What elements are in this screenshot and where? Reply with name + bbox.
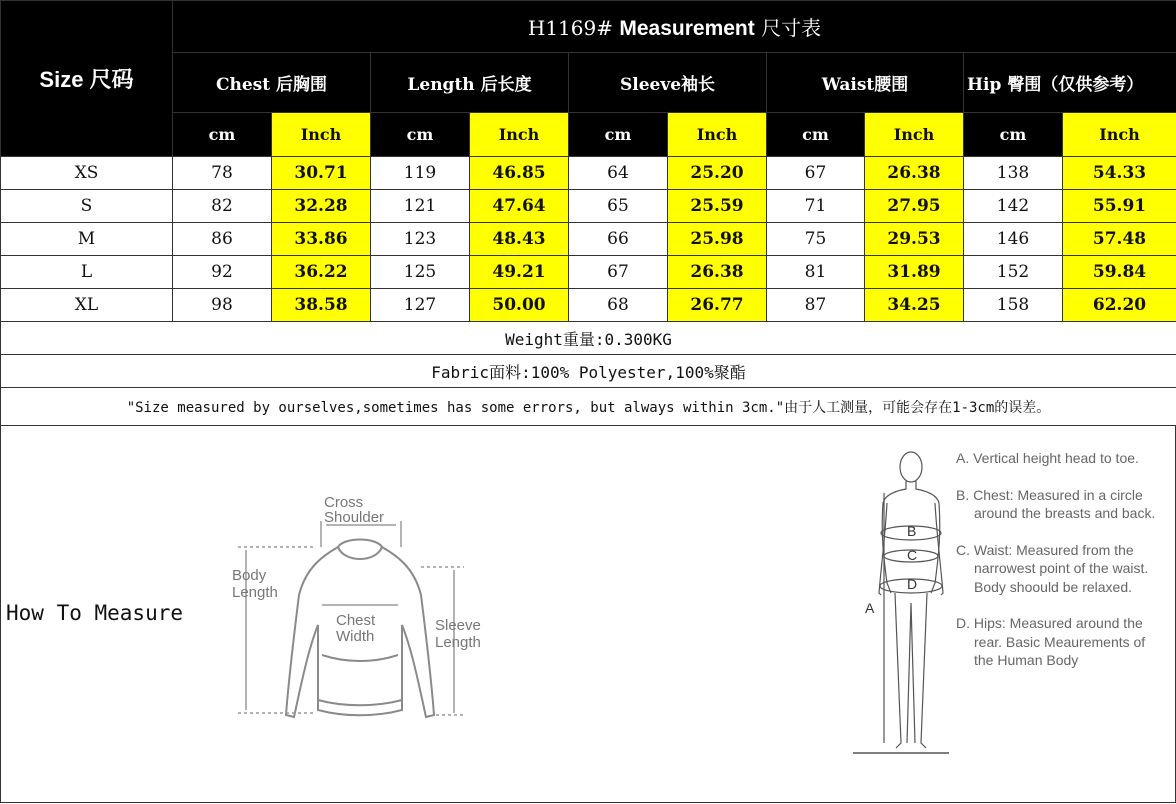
inch-cell: 25.20 bbox=[668, 157, 767, 190]
inch-cell: 54.33 bbox=[1063, 157, 1176, 190]
table-row bbox=[1, 223, 1176, 256]
inch-cell: 29.53 bbox=[865, 223, 964, 256]
cm-cell: 82 bbox=[173, 190, 272, 223]
table-row bbox=[1, 157, 1176, 190]
unit-inch: Inch bbox=[668, 113, 767, 157]
cm-cell: 78 bbox=[173, 157, 272, 190]
size-cell: XS bbox=[1, 157, 173, 190]
size-cell: L bbox=[1, 256, 173, 289]
inch-cell: 25.59 bbox=[668, 190, 767, 223]
unit-inch: Inch bbox=[272, 113, 371, 157]
table-row bbox=[1, 190, 1176, 223]
group-sleeve: Sleeve袖长 bbox=[569, 53, 767, 113]
inch-cell: 47.64 bbox=[470, 190, 569, 223]
title-word: Measurement bbox=[619, 17, 755, 40]
chart-title bbox=[173, 1, 1176, 53]
label-shoulder: Shoulder bbox=[324, 509, 385, 526]
inch-cell: 62.20 bbox=[1063, 289, 1176, 322]
inch-cell: 30.71 bbox=[272, 157, 371, 190]
group-waist: Waist腰围 bbox=[767, 53, 964, 113]
cm-cell: 158 bbox=[964, 289, 1063, 322]
cm-cell: 138 bbox=[964, 157, 1063, 190]
size-header: Size 尺码 bbox=[1, 1, 173, 157]
inch-cell: 33.86 bbox=[272, 223, 371, 256]
inch-cell: 38.58 bbox=[272, 289, 371, 322]
group-length: Length 后长度 bbox=[371, 53, 569, 113]
cm-cell: 87 bbox=[767, 289, 865, 322]
garment-diagram bbox=[226, 485, 496, 745]
size-cell: XL bbox=[1, 289, 173, 322]
cm-cell: 86 bbox=[173, 223, 272, 256]
inch-cell: 55.91 bbox=[1063, 190, 1176, 223]
inch-cell: 34.25 bbox=[865, 289, 964, 322]
inch-cell: 59.84 bbox=[1063, 256, 1176, 289]
body-legend bbox=[956, 449, 1156, 688]
inch-cell: 46.85 bbox=[470, 157, 569, 190]
cm-cell: 121 bbox=[371, 190, 470, 223]
legend-item-c: C. Waist: Measured from the narrowest point of the waist. Body shoould be relaxed. bbox=[956, 541, 1149, 595]
unit-cm: cm bbox=[173, 113, 272, 157]
unit-inch: Inch bbox=[865, 113, 964, 157]
title-cn: 尺寸表 bbox=[761, 16, 822, 40]
unit-inch: Inch bbox=[1063, 113, 1176, 157]
label-sleeve-length: Length bbox=[435, 634, 481, 651]
inch-cell: 26.38 bbox=[668, 256, 767, 289]
table-row bbox=[1, 256, 1176, 289]
body-diagram bbox=[851, 443, 951, 773]
inch-cell: 49.21 bbox=[470, 256, 569, 289]
cm-cell: 64 bbox=[569, 157, 668, 190]
inch-cell: 57.48 bbox=[1063, 223, 1176, 256]
cm-cell: 67 bbox=[569, 256, 668, 289]
legend-item-d: D. Hips: Measured around the rear. Basic Meaurements of the Human Body bbox=[956, 615, 1146, 668]
label-body-length: Length bbox=[232, 584, 278, 601]
cm-cell: 125 bbox=[371, 256, 470, 289]
unit-cm: cm bbox=[371, 113, 470, 157]
label-body: Body bbox=[232, 567, 267, 584]
cm-cell: 71 bbox=[767, 190, 865, 223]
letter-b: B bbox=[907, 523, 917, 539]
unit-cm: cm bbox=[767, 113, 865, 157]
title-code: H1169# bbox=[527, 16, 613, 40]
table-row bbox=[1, 289, 1176, 322]
cm-cell: 81 bbox=[767, 256, 865, 289]
label-cross: Cross bbox=[324, 494, 364, 511]
inch-cell: 36.22 bbox=[272, 256, 371, 289]
unit-cm: cm bbox=[964, 113, 1063, 157]
cm-cell: 152 bbox=[964, 256, 1063, 289]
group-chest: Chest 后胸围 bbox=[173, 53, 371, 113]
cm-cell: 92 bbox=[173, 256, 272, 289]
weight-info: Weight重量:0.300KG bbox=[1, 322, 1176, 355]
size-cell: S bbox=[1, 190, 173, 223]
inch-cell: 48.43 bbox=[470, 223, 569, 256]
group-hip: Hip 臀围（仅供参考） bbox=[964, 53, 1176, 113]
cm-cell: 98 bbox=[173, 289, 272, 322]
fabric-info: Fabric面料:100% Polyester,100%聚酯 bbox=[1, 355, 1176, 388]
inch-cell: 27.95 bbox=[865, 190, 964, 223]
inch-cell: 50.00 bbox=[470, 289, 569, 322]
cm-cell: 65 bbox=[569, 190, 668, 223]
legend-item-a: A. Vertical height head to toe. bbox=[956, 450, 1139, 466]
inch-cell: 32.28 bbox=[272, 190, 371, 223]
letter-d: D bbox=[907, 576, 918, 592]
measurement-note: "Size measured by ourselves,sometimes has some errors, but always within 3cm."由于人工测量，可能会存在1-3cm的误差。 bbox=[1, 388, 1176, 426]
cm-cell: 119 bbox=[371, 157, 470, 190]
inch-cell: 25.98 bbox=[668, 223, 767, 256]
cm-cell: 142 bbox=[964, 190, 1063, 223]
how-to-measure-label: How To Measure bbox=[6, 601, 184, 625]
label-chest: Chest bbox=[336, 612, 376, 629]
inch-cell: 31.89 bbox=[865, 256, 964, 289]
unit-inch: Inch bbox=[470, 113, 569, 157]
letter-c: C bbox=[907, 547, 918, 563]
letter-a: A bbox=[865, 600, 875, 616]
inch-cell: 26.77 bbox=[668, 289, 767, 322]
cm-cell: 66 bbox=[569, 223, 668, 256]
cm-cell: 75 bbox=[767, 223, 865, 256]
size-cell: M bbox=[1, 223, 173, 256]
inch-cell: 26.38 bbox=[865, 157, 964, 190]
cm-cell: 67 bbox=[767, 157, 865, 190]
label-sleeve: Sleeve bbox=[435, 617, 481, 634]
unit-cm: cm bbox=[569, 113, 668, 157]
legend-item-b: B. Chest: Measured in a circle around the breasts and back. bbox=[956, 486, 1156, 521]
how-to-measure-section bbox=[0, 425, 1176, 803]
cm-cell: 68 bbox=[569, 289, 668, 322]
cm-cell: 146 bbox=[964, 223, 1063, 256]
cm-cell: 127 bbox=[371, 289, 470, 322]
cm-cell: 123 bbox=[371, 223, 470, 256]
label-chest-width: Width bbox=[336, 628, 375, 645]
